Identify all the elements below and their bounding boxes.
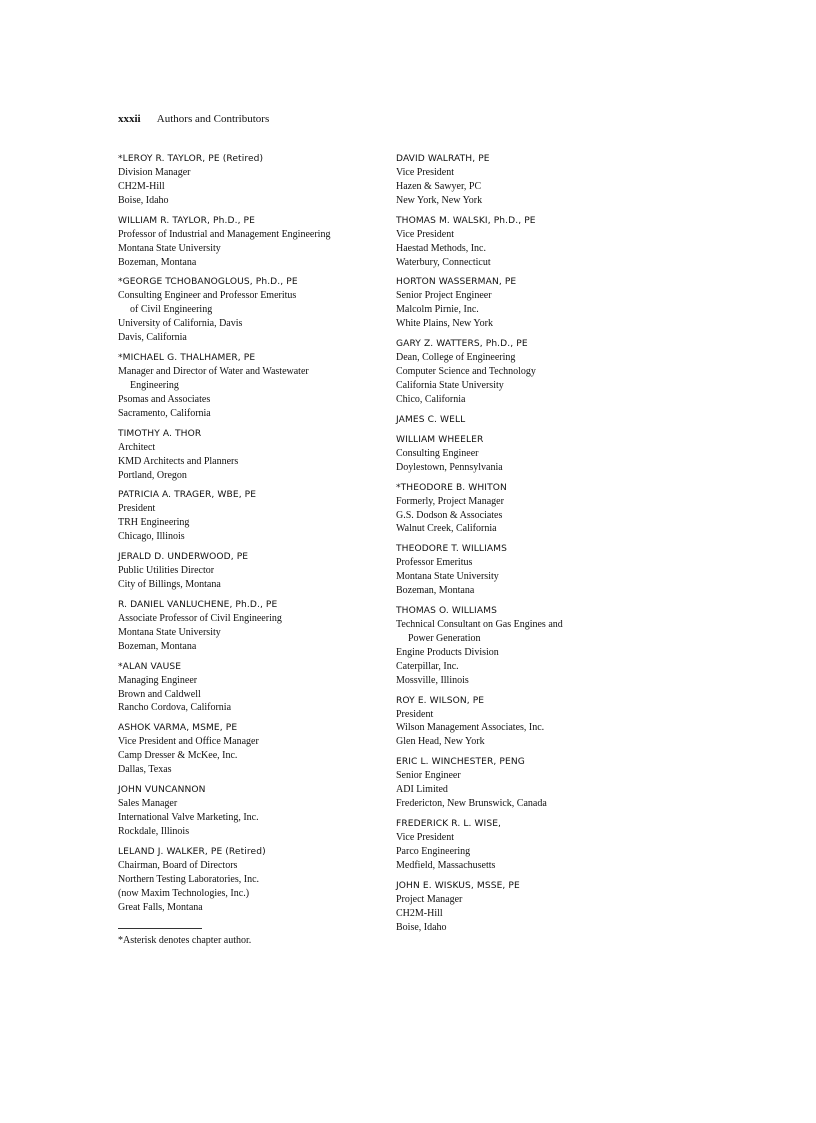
contributor-name: JERALD D. UNDERWOOD, PE	[118, 552, 249, 563]
contributor-affiliation-line: President	[118, 503, 156, 515]
contributor-entry	[118, 783, 398, 839]
contributor-affiliation-line: CH2M-Hill	[396, 907, 443, 919]
running-header	[118, 113, 269, 125]
contributor-affiliation-line: Vice President	[396, 167, 454, 178]
contributor-affiliation-line: Chico, California	[396, 393, 466, 405]
contributor-affiliation-line: Northern Testing Laboratories, Inc.	[118, 873, 260, 885]
contributor-name: *MICHAEL G. THALHAMER, PE	[118, 353, 256, 364]
contributor-entry	[396, 413, 676, 427]
contributor-affiliation-line: KMD Architects and Planners	[118, 455, 239, 467]
contributor-affiliation-line: Managing Engineer	[118, 674, 198, 686]
contributor-name: WILLIAM R. TAYLOR, Ph.D., PE	[118, 215, 255, 226]
contributor-affiliation-line: Fredericton, New Brunswick, Canada	[396, 798, 547, 810]
contributor-affiliation-line: Wilson Management Associates, Inc.	[396, 722, 545, 734]
contributor-affiliation-line: Chicago, Illinois	[118, 531, 185, 543]
contributor-affiliation-line: Medfield, Massachusetts	[396, 859, 496, 871]
contributor-affiliation-line: Consulting Engineer and Professor Emeritus	[118, 290, 297, 302]
contributor-entry	[396, 214, 676, 270]
contributor-affiliation-line: Glen Head, New York	[396, 736, 485, 748]
contributor-entry	[396, 481, 676, 537]
contributor-affiliation-line: Senior Project Engineer	[396, 290, 492, 302]
contributor-name: TIMOTHY A. THOR	[118, 428, 202, 439]
contributor-name: *LEROY R. TAYLOR, PE (Retired)	[118, 154, 264, 164]
contributor-name: ASHOK VARMA, MSME, PE	[118, 723, 238, 734]
contributor-name: *GEORGE TCHOBANOGLOUS, Ph.D., PE	[118, 277, 298, 288]
contributor-affiliation-line: Rancho Cordova, California	[118, 702, 232, 714]
contributor-entry	[118, 275, 398, 345]
contributor-affiliation-line: Technical Consultant on Gas Engines and	[396, 619, 563, 631]
contributor-affiliation-line: Professor of Industrial and Management Engineering	[118, 228, 331, 240]
contributor-affiliation-line: City of Billings, Montana	[118, 579, 221, 591]
contributor-entry	[396, 817, 676, 873]
contributor-entry	[396, 604, 676, 688]
contributor-affiliation-line: California State University	[396, 379, 504, 391]
contributor-entry	[396, 694, 676, 750]
contributor-affiliation-line: Chairman, Board of Directors	[118, 859, 238, 871]
contributor-name: HORTON WASSERMAN, PE	[396, 277, 517, 288]
contributor-name: ERIC L. WINCHESTER, PENG	[396, 757, 525, 768]
footnote-rule	[118, 928, 202, 929]
contributor-affiliation-line: Project Manager	[396, 893, 463, 905]
contributor-affiliation-line: White Plains, New York	[396, 318, 493, 330]
contributor-affiliation-line: G.S. Dodson & Associates	[396, 509, 503, 521]
contributor-affiliation-line: Consulting Engineer	[396, 447, 479, 459]
contributor-affiliation-line: Rockdale, Illinois	[118, 825, 190, 837]
contributor-affiliation-line: Vice President and Office Manager	[118, 736, 259, 748]
contributor-affiliation-line: Dallas, Texas	[118, 764, 172, 776]
contributor-affiliation-line: Portland, Oregon	[118, 469, 187, 481]
contributor-affiliation-line: Hazen & Sawyer, PC	[396, 180, 482, 192]
contributor-affiliation-line: Professor Emeritus	[396, 557, 473, 569]
contributor-affiliation-line: Brown and Caldwell	[118, 688, 201, 700]
contributor-entry	[118, 845, 398, 915]
contributor-affiliation-line: Bozeman, Montana	[118, 256, 197, 268]
contributor-entry	[118, 550, 398, 592]
contributor-name: THOMAS M. WALSKI, Ph.D., PE	[396, 215, 536, 226]
contributor-entry	[396, 755, 676, 811]
contributor-affiliation-line: Computer Science and Technology	[396, 366, 536, 378]
contributor-entry	[396, 152, 676, 208]
contributor-affiliation-line: Boise, Idaho	[396, 921, 447, 933]
contributor-affiliation-line: CH2M-Hill	[118, 180, 165, 192]
contributor-affiliation-line: Power Generation	[408, 632, 481, 644]
right-column	[396, 152, 676, 940]
contributor-affiliation-line: Bozeman, Montana	[396, 585, 475, 597]
contributor-entry	[118, 721, 398, 777]
contributor-entry	[396, 542, 676, 598]
contributor-affiliation-line: ADI Limited	[396, 784, 448, 796]
contributor-name: GARY Z. WATTERS, Ph.D., PE	[396, 339, 528, 350]
contributor-entry	[118, 351, 398, 421]
contributor-name: R. DANIEL VANLUCHENE, Ph.D., PE	[118, 599, 278, 610]
contributor-name: WILLIAM WHEELER	[396, 434, 484, 445]
contributor-name: DAVID WALRATH, PE	[396, 154, 490, 164]
contributor-affiliation-line: International Valve Marketing, Inc.	[118, 812, 259, 823]
contributor-affiliation-line: Montana State University	[118, 626, 221, 638]
contributor-affiliation-line: Formerly, Project Manager	[396, 495, 504, 507]
contributor-affiliation-line: Division Manager	[118, 167, 191, 178]
contributor-affiliation-line: Caterpillar, Inc.	[396, 660, 459, 672]
contributor-name: JOHN VUNCANNON	[118, 785, 206, 796]
contributor-affiliation-line: President	[396, 708, 434, 720]
contributor-affiliation-line: Haestad Methods, Inc.	[396, 242, 486, 254]
contributor-affiliation-line: Sales Manager	[118, 798, 178, 810]
contributor-affiliation-line: Davis, California	[118, 332, 187, 344]
contributor-affiliation-line: Senior Engineer	[396, 770, 461, 782]
contributor-affiliation-line: Dean, College of Engineering	[396, 352, 516, 364]
left-column	[118, 152, 398, 920]
contributor-affiliation-line: Architect	[118, 441, 156, 453]
contributor-entry	[118, 214, 398, 270]
contributor-affiliation-line: Great Falls, Montana	[118, 901, 203, 913]
contributor-name: PATRICIA A. TRAGER, WBE, PE	[118, 490, 257, 501]
contributor-affiliation-line: Manager and Director of Water and Wastewater	[118, 366, 309, 378]
contributor-affiliation-line: Engineering	[130, 379, 179, 391]
contributor-name: JAMES C. WELL	[396, 414, 466, 425]
footnote: *Asterisk denotes chapter author.	[118, 935, 252, 946]
contributor-affiliation-line: Montana State University	[396, 571, 499, 583]
contributor-affiliation-line: of Civil Engineering	[130, 304, 213, 316]
contributor-affiliation-line: Associate Professor of Civil Engineering	[118, 612, 282, 624]
contributor-entry	[396, 337, 676, 407]
contributor-affiliation-line: Camp Dresser & McKee, Inc.	[118, 750, 238, 762]
contributor-name: LELAND J. WALKER, PE (Retired)	[118, 846, 266, 857]
contributor-affiliation-line: Boise, Idaho	[118, 194, 169, 206]
contributor-name: THOMAS O. WILLIAMS	[396, 606, 497, 617]
contributor-affiliation-line: TRH Engineering	[118, 517, 190, 529]
contributor-entry	[396, 879, 676, 935]
contributor-affiliation-line: Vice President	[396, 228, 454, 240]
contributor-name: ROY E. WILSON, PE	[396, 695, 485, 706]
contributor-name: FREDERICK R. L. WISE,	[396, 819, 502, 829]
contributor-affiliation-line: Vice President	[396, 832, 454, 843]
contributor-affiliation-line: Montana State University	[118, 242, 221, 254]
contributor-affiliation-line: Waterbury, Connecticut	[396, 256, 491, 268]
contributor-affiliation-line: Psomas and Associates	[118, 393, 211, 405]
contributor-affiliation-line: Doylestown, Pennsylvania	[396, 461, 503, 473]
contributor-affiliation-line: Mossville, Illinois	[396, 674, 469, 686]
contributor-entry	[396, 275, 676, 331]
contributor-affiliation-line: New York, New York	[396, 194, 483, 206]
contributor-affiliation-line: (now Maxim Technologies, Inc.)	[118, 887, 250, 899]
contributor-entry	[118, 598, 398, 654]
contributor-affiliation-line: Parco Engineering	[396, 845, 471, 857]
contributor-entry	[118, 660, 398, 716]
contributor-name: THEODORE T. WILLIAMS	[396, 544, 507, 555]
contributor-affiliation-line: Public Utilities Director	[118, 565, 215, 577]
contributor-affiliation-line: Sacramento, California	[118, 407, 211, 419]
contributor-affiliation-line: Walnut Creek, California	[396, 523, 497, 535]
page-number: xxxii	[118, 113, 141, 125]
contributor-affiliation-line: Bozeman, Montana	[118, 640, 197, 652]
contributor-name: *THEODORE B. WHITON	[396, 482, 507, 493]
contributor-entry	[396, 433, 676, 475]
contributor-entry	[118, 152, 398, 208]
contributor-affiliation-line: Malcolm Pirnie, Inc.	[396, 304, 479, 316]
contributor-entry	[118, 427, 398, 483]
contributor-name: *ALAN VAUSE	[118, 661, 182, 672]
contributor-entry	[118, 488, 398, 544]
contributor-name: JOHN E. WISKUS, MSSE, PE	[396, 880, 520, 891]
contributor-affiliation-line: University of California, Davis	[118, 318, 243, 330]
contributor-affiliation-line: Engine Products Division	[396, 646, 499, 658]
section-title: Authors and Contributors	[156, 113, 270, 125]
